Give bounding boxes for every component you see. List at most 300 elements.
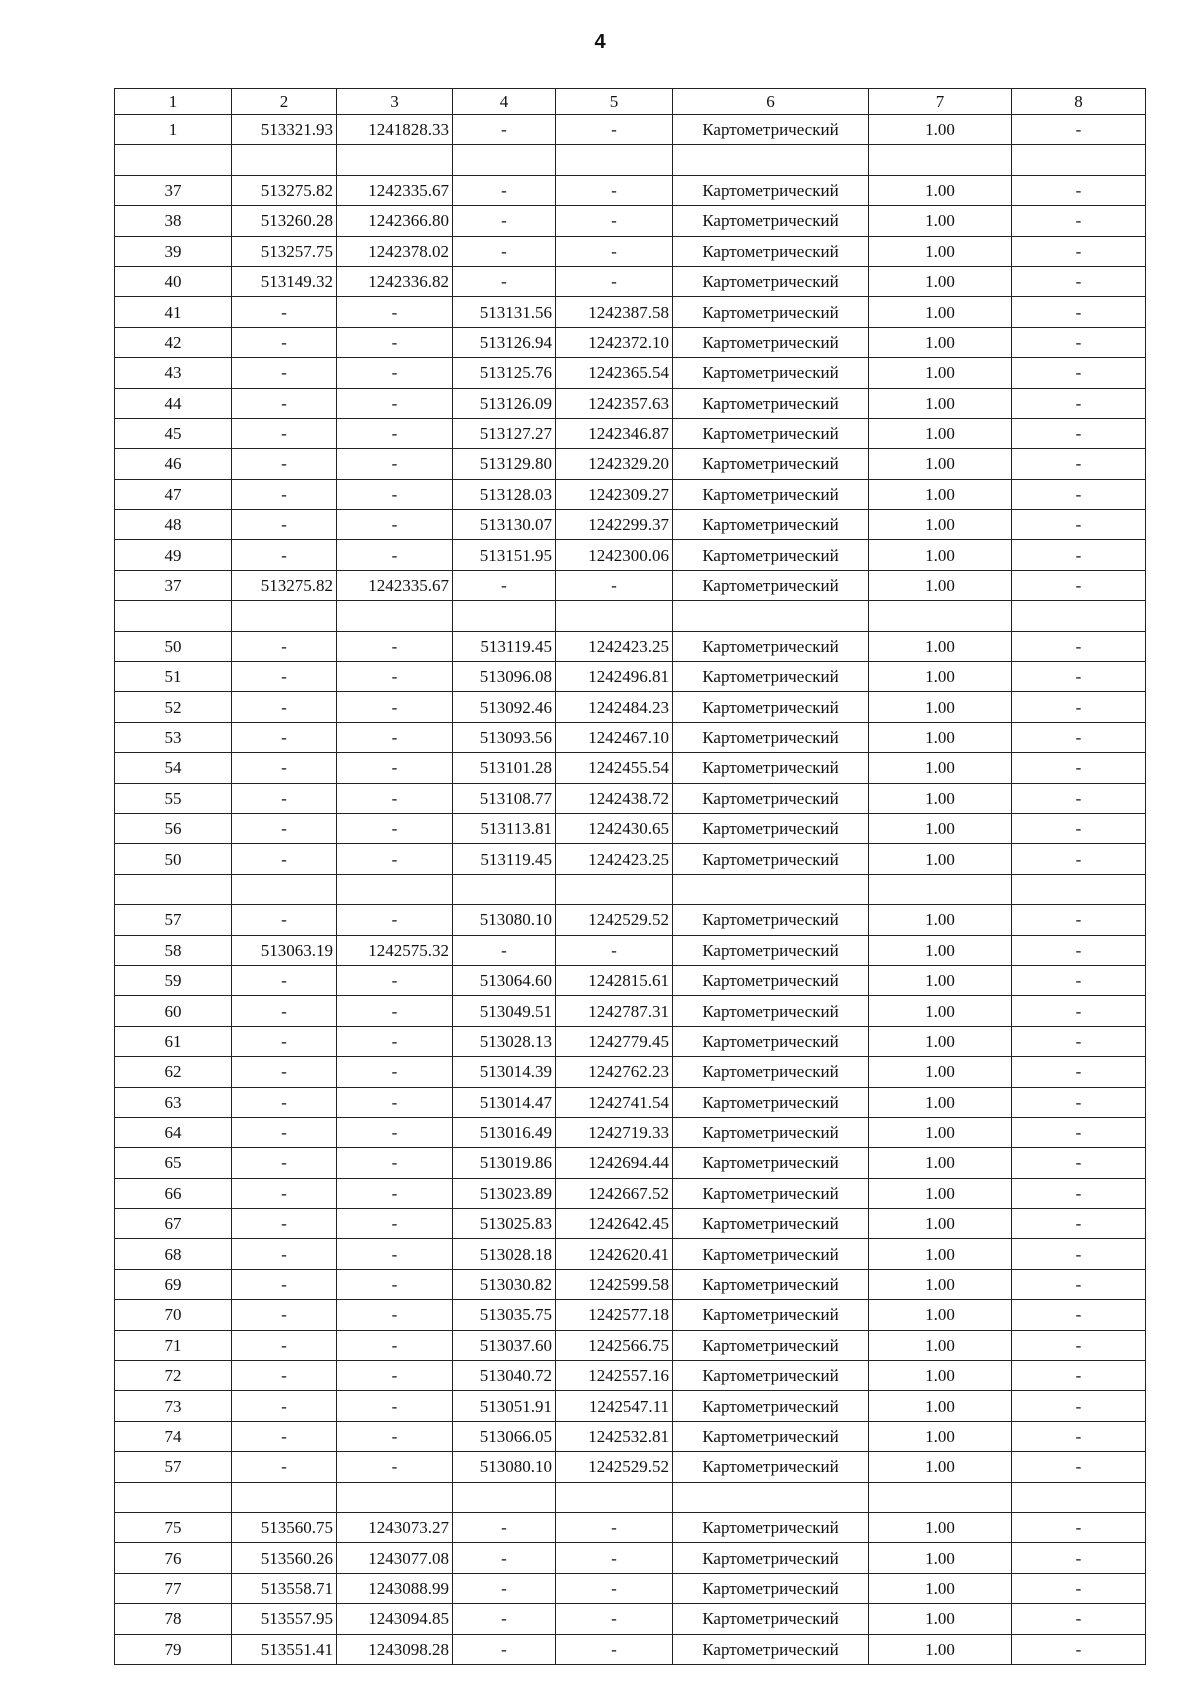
y-coordinate-alt-cell: 1242300.06	[556, 540, 673, 570]
accuracy-cell: 1.00	[869, 1026, 1012, 1056]
y-coordinate-cell	[337, 601, 453, 631]
method-cell: Картометрический	[673, 510, 869, 540]
y-coordinate-cell: -	[337, 783, 453, 813]
method-cell: Картометрический	[673, 358, 869, 388]
table-row	[115, 266, 1146, 296]
accuracy-cell: 1.00	[869, 175, 1012, 205]
accuracy-cell: 1.00	[869, 1148, 1012, 1178]
y-coordinate-cell: -	[337, 1361, 453, 1391]
table-row	[115, 662, 1146, 692]
y-coordinate-alt-cell: 1242741.54	[556, 1087, 673, 1117]
accuracy-cell: 1.00	[869, 388, 1012, 418]
method-cell: Картометрический	[673, 479, 869, 509]
y-coordinate-alt-cell: 1242719.33	[556, 1117, 673, 1147]
x-coordinate-alt-cell: 513113.81	[453, 813, 556, 843]
point-number-cell: 40	[115, 266, 232, 296]
note-cell: -	[1012, 1604, 1146, 1634]
point-number-cell: 46	[115, 449, 232, 479]
method-cell: Картометрический	[673, 1148, 869, 1178]
table-row	[115, 1330, 1146, 1360]
point-number-cell: 77	[115, 1573, 232, 1603]
method-cell: Картометрический	[673, 1026, 869, 1056]
y-coordinate-alt-cell: -	[556, 570, 673, 600]
table-row	[115, 1178, 1146, 1208]
y-coordinate-cell: 1243077.08	[337, 1543, 453, 1573]
x-coordinate-alt-cell: 513129.80	[453, 449, 556, 479]
table-row	[115, 1300, 1146, 1330]
y-coordinate-alt-cell: 1242299.37	[556, 510, 673, 540]
point-number-cell: 50	[115, 631, 232, 661]
x-coordinate-alt-cell: 513030.82	[453, 1269, 556, 1299]
method-cell: Картометрический	[673, 722, 869, 752]
x-coordinate-cell: -	[232, 1269, 337, 1299]
x-coordinate-cell: 513063.19	[232, 935, 337, 965]
y-coordinate-cell: -	[337, 327, 453, 357]
note-cell: -	[1012, 1391, 1146, 1421]
method-cell: Картометрический	[673, 1269, 869, 1299]
point-number-cell: 56	[115, 813, 232, 843]
table-row	[115, 1148, 1146, 1178]
point-number-cell: 57	[115, 1452, 232, 1482]
point-number-cell: 50	[115, 844, 232, 874]
x-coordinate-cell: -	[232, 1239, 337, 1269]
table-row	[115, 1452, 1146, 1482]
point-number-cell: 48	[115, 510, 232, 540]
point-number-cell: 47	[115, 479, 232, 509]
table-row	[115, 965, 1146, 995]
y-coordinate-cell: 1242378.02	[337, 236, 453, 266]
accuracy-cell: 1.00	[869, 570, 1012, 600]
point-number-cell: 65	[115, 1148, 232, 1178]
point-number-cell: 54	[115, 753, 232, 783]
point-number-cell: 73	[115, 1391, 232, 1421]
x-coordinate-alt-cell: 513037.60	[453, 1330, 556, 1360]
accuracy-cell: 1.00	[869, 115, 1012, 145]
point-number-cell: 53	[115, 722, 232, 752]
x-coordinate-alt-cell: 513080.10	[453, 1452, 556, 1482]
x-coordinate-alt-cell: 513035.75	[453, 1300, 556, 1330]
table-row	[115, 1269, 1146, 1299]
x-coordinate-cell: -	[232, 662, 337, 692]
coordinates-table	[114, 88, 1146, 1665]
y-coordinate-alt-cell	[556, 1482, 673, 1512]
accuracy-cell: 1.00	[869, 753, 1012, 783]
method-cell: Картометрический	[673, 905, 869, 935]
x-coordinate-cell: -	[232, 1300, 337, 1330]
point-number-cell: 67	[115, 1209, 232, 1239]
note-cell	[1012, 601, 1146, 631]
note-cell	[1012, 145, 1146, 175]
y-coordinate-cell: -	[337, 905, 453, 935]
table-row	[115, 479, 1146, 509]
note-cell: -	[1012, 1269, 1146, 1299]
table-row	[115, 297, 1146, 327]
table-row	[115, 1209, 1146, 1239]
table-row	[115, 358, 1146, 388]
method-cell: Картометрический	[673, 1057, 869, 1087]
x-coordinate-cell: 513558.71	[232, 1573, 337, 1603]
note-cell: -	[1012, 418, 1146, 448]
accuracy-cell: 1.00	[869, 479, 1012, 509]
x-coordinate-cell: -	[232, 540, 337, 570]
method-cell: Картометрический	[673, 662, 869, 692]
method-cell: Картометрический	[673, 327, 869, 357]
method-cell: Картометрический	[673, 540, 869, 570]
y-coordinate-alt-cell: -	[556, 935, 673, 965]
x-coordinate-alt-cell: -	[453, 1604, 556, 1634]
y-coordinate-cell: -	[337, 540, 453, 570]
y-coordinate-alt-cell: -	[556, 1634, 673, 1664]
note-cell: -	[1012, 297, 1146, 327]
x-coordinate-alt-cell: 513108.77	[453, 783, 556, 813]
y-coordinate-cell: -	[337, 1300, 453, 1330]
method-cell: Картометрический	[673, 115, 869, 145]
y-coordinate-alt-cell: 1242357.63	[556, 388, 673, 418]
y-coordinate-cell: 1242575.32	[337, 935, 453, 965]
table-row	[115, 1634, 1146, 1664]
note-cell: -	[1012, 175, 1146, 205]
x-coordinate-alt-cell: 513051.91	[453, 1391, 556, 1421]
y-coordinate-cell: -	[337, 722, 453, 752]
separator-row	[115, 601, 1146, 631]
table-row	[115, 570, 1146, 600]
x-coordinate-cell: -	[232, 1026, 337, 1056]
x-coordinate-alt-cell: 513101.28	[453, 753, 556, 783]
note-cell: -	[1012, 1300, 1146, 1330]
y-coordinate-cell: -	[337, 1452, 453, 1482]
point-number-cell: 49	[115, 540, 232, 570]
y-coordinate-cell: 1242335.67	[337, 570, 453, 600]
x-coordinate-cell: -	[232, 844, 337, 874]
x-coordinate-alt-cell: 513151.95	[453, 540, 556, 570]
x-coordinate-alt-cell: 513119.45	[453, 631, 556, 661]
x-coordinate-alt-cell: 513131.56	[453, 297, 556, 327]
x-coordinate-alt-cell: 513023.89	[453, 1178, 556, 1208]
point-number-cell: 72	[115, 1361, 232, 1391]
y-coordinate-alt-cell: 1242557.16	[556, 1361, 673, 1391]
x-coordinate-alt-cell: -	[453, 935, 556, 965]
x-coordinate-alt-cell: -	[453, 206, 556, 236]
y-coordinate-cell: -	[337, 813, 453, 843]
accuracy-cell: 1.00	[869, 1543, 1012, 1573]
note-cell: -	[1012, 1361, 1146, 1391]
y-coordinate-cell: -	[337, 1391, 453, 1421]
y-coordinate-cell: -	[337, 753, 453, 783]
note-cell: -	[1012, 935, 1146, 965]
accuracy-cell: 1.00	[869, 1209, 1012, 1239]
note-cell: -	[1012, 722, 1146, 752]
y-coordinate-alt-cell: 1242423.25	[556, 844, 673, 874]
point-number-cell	[115, 1482, 232, 1512]
x-coordinate-cell: -	[232, 813, 337, 843]
x-coordinate-cell: -	[232, 965, 337, 995]
x-coordinate-alt-cell: 513130.07	[453, 510, 556, 540]
note-cell: -	[1012, 783, 1146, 813]
x-coordinate-alt-cell: 513093.56	[453, 722, 556, 752]
x-coordinate-alt-cell: 513049.51	[453, 996, 556, 1026]
y-coordinate-alt-cell	[556, 601, 673, 631]
y-coordinate-alt-cell: -	[556, 266, 673, 296]
table-row	[115, 510, 1146, 540]
method-cell: Картометрический	[673, 783, 869, 813]
accuracy-cell	[869, 601, 1012, 631]
method-cell: Картометрический	[673, 570, 869, 600]
x-coordinate-alt-cell: -	[453, 1543, 556, 1573]
note-cell: -	[1012, 236, 1146, 266]
y-coordinate-cell: -	[337, 297, 453, 327]
x-coordinate-cell: -	[232, 753, 337, 783]
method-cell: Картометрический	[673, 1178, 869, 1208]
y-coordinate-alt-cell: 1242329.20	[556, 449, 673, 479]
point-number-cell: 37	[115, 175, 232, 205]
method-cell: Картометрический	[673, 844, 869, 874]
note-cell: -	[1012, 479, 1146, 509]
table-body	[115, 89, 1146, 1665]
y-coordinate-cell: -	[337, 1421, 453, 1451]
table-row	[115, 753, 1146, 783]
point-number-cell: 43	[115, 358, 232, 388]
note-cell: -	[1012, 965, 1146, 995]
column-header-2: 2	[232, 89, 337, 115]
table-row	[115, 1239, 1146, 1269]
method-cell: Картометрический	[673, 1391, 869, 1421]
method-cell: Картометрический	[673, 1604, 869, 1634]
x-coordinate-cell: 513149.32	[232, 266, 337, 296]
note-cell: -	[1012, 1452, 1146, 1482]
x-coordinate-cell: -	[232, 1087, 337, 1117]
y-coordinate-cell: -	[337, 965, 453, 995]
x-coordinate-alt-cell: 513019.86	[453, 1148, 556, 1178]
table-row	[115, 418, 1146, 448]
point-number-cell: 39	[115, 236, 232, 266]
y-coordinate-alt-cell	[556, 145, 673, 175]
note-cell: -	[1012, 905, 1146, 935]
x-coordinate-cell: 513560.75	[232, 1512, 337, 1542]
accuracy-cell: 1.00	[869, 965, 1012, 995]
y-coordinate-alt-cell: -	[556, 1604, 673, 1634]
table-row	[115, 1512, 1146, 1542]
note-cell: -	[1012, 206, 1146, 236]
x-coordinate-alt-cell: 513016.49	[453, 1117, 556, 1147]
x-coordinate-cell: -	[232, 418, 337, 448]
point-number-cell	[115, 874, 232, 904]
accuracy-cell: 1.00	[869, 1452, 1012, 1482]
x-coordinate-cell: -	[232, 1178, 337, 1208]
note-cell: -	[1012, 510, 1146, 540]
column-header-6: 6	[673, 89, 869, 115]
note-cell: -	[1012, 1421, 1146, 1451]
column-header-3: 3	[337, 89, 453, 115]
method-cell: Картометрический	[673, 631, 869, 661]
note-cell: -	[1012, 540, 1146, 570]
y-coordinate-cell: -	[337, 1239, 453, 1269]
accuracy-cell: 1.00	[869, 935, 1012, 965]
y-coordinate-alt-cell: 1242423.25	[556, 631, 673, 661]
x-coordinate-cell: -	[232, 358, 337, 388]
y-coordinate-cell: -	[337, 449, 453, 479]
point-number-cell: 69	[115, 1269, 232, 1299]
accuracy-cell: 1.00	[869, 813, 1012, 843]
accuracy-cell: 1.00	[869, 1391, 1012, 1421]
x-coordinate-cell: -	[232, 1148, 337, 1178]
point-number-cell: 52	[115, 692, 232, 722]
accuracy-cell: 1.00	[869, 358, 1012, 388]
method-cell: Картометрический	[673, 297, 869, 327]
table-row	[115, 449, 1146, 479]
point-number-cell: 79	[115, 1634, 232, 1664]
y-coordinate-alt-cell: 1242387.58	[556, 297, 673, 327]
table-row	[115, 813, 1146, 843]
accuracy-cell: 1.00	[869, 1087, 1012, 1117]
y-coordinate-cell: -	[337, 388, 453, 418]
x-coordinate-cell: 513275.82	[232, 175, 337, 205]
y-coordinate-alt-cell: 1242762.23	[556, 1057, 673, 1087]
y-coordinate-cell: 1242335.67	[337, 175, 453, 205]
accuracy-cell: 1.00	[869, 510, 1012, 540]
y-coordinate-alt-cell: 1242346.87	[556, 418, 673, 448]
y-coordinate-alt-cell	[556, 874, 673, 904]
method-cell: Картометрический	[673, 1421, 869, 1451]
separator-row	[115, 874, 1146, 904]
y-coordinate-alt-cell: 1242484.23	[556, 692, 673, 722]
table-row	[115, 1117, 1146, 1147]
table-row	[115, 905, 1146, 935]
x-coordinate-alt-cell: 513096.08	[453, 662, 556, 692]
point-number-cell: 51	[115, 662, 232, 692]
y-coordinate-cell: -	[337, 418, 453, 448]
point-number-cell: 74	[115, 1421, 232, 1451]
table-row	[115, 175, 1146, 205]
y-coordinate-alt-cell: 1242438.72	[556, 783, 673, 813]
point-number-cell: 1	[115, 115, 232, 145]
x-coordinate-cell	[232, 145, 337, 175]
y-coordinate-cell: 1243098.28	[337, 1634, 453, 1664]
y-coordinate-alt-cell: 1242372.10	[556, 327, 673, 357]
table-row	[115, 631, 1146, 661]
y-coordinate-alt-cell: 1242529.52	[556, 905, 673, 935]
y-coordinate-cell: -	[337, 358, 453, 388]
point-number-cell: 61	[115, 1026, 232, 1056]
x-coordinate-cell: -	[232, 510, 337, 540]
method-cell: Картометрический	[673, 692, 869, 722]
x-coordinate-cell: -	[232, 783, 337, 813]
y-coordinate-alt-cell: 1242642.45	[556, 1209, 673, 1239]
method-cell: Картометрический	[673, 418, 869, 448]
accuracy-cell: 1.00	[869, 327, 1012, 357]
x-coordinate-alt-cell: 513040.72	[453, 1361, 556, 1391]
x-coordinate-alt-cell	[453, 145, 556, 175]
method-cell	[673, 601, 869, 631]
accuracy-cell: 1.00	[869, 1604, 1012, 1634]
method-cell: Картометрический	[673, 965, 869, 995]
y-coordinate-cell: -	[337, 631, 453, 661]
x-coordinate-cell	[232, 874, 337, 904]
note-cell: -	[1012, 449, 1146, 479]
point-number-cell: 66	[115, 1178, 232, 1208]
x-coordinate-cell: 513257.75	[232, 236, 337, 266]
method-cell: Картометрический	[673, 1239, 869, 1269]
accuracy-cell: 1.00	[869, 783, 1012, 813]
x-coordinate-cell: -	[232, 1057, 337, 1087]
table-row	[115, 1573, 1146, 1603]
x-coordinate-alt-cell: -	[453, 570, 556, 600]
y-coordinate-cell	[337, 145, 453, 175]
accuracy-cell: 1.00	[869, 236, 1012, 266]
accuracy-cell: 1.00	[869, 266, 1012, 296]
x-coordinate-cell: 513557.95	[232, 1604, 337, 1634]
table-row	[115, 115, 1146, 145]
note-cell: -	[1012, 115, 1146, 145]
accuracy-cell: 1.00	[869, 1300, 1012, 1330]
method-cell: Картометрический	[673, 935, 869, 965]
accuracy-cell: 1.00	[869, 662, 1012, 692]
x-coordinate-cell: 513551.41	[232, 1634, 337, 1664]
y-coordinate-alt-cell: -	[556, 206, 673, 236]
accuracy-cell: 1.00	[869, 905, 1012, 935]
method-cell: Картометрический	[673, 206, 869, 236]
method-cell: Картометрический	[673, 996, 869, 1026]
table-row	[115, 206, 1146, 236]
x-coordinate-cell: 513275.82	[232, 570, 337, 600]
accuracy-cell: 1.00	[869, 1573, 1012, 1603]
x-coordinate-alt-cell: 513066.05	[453, 1421, 556, 1451]
table-row	[115, 935, 1146, 965]
y-coordinate-alt-cell: 1242620.41	[556, 1239, 673, 1269]
y-coordinate-alt-cell: -	[556, 115, 673, 145]
x-coordinate-alt-cell: 513028.13	[453, 1026, 556, 1056]
y-coordinate-cell: -	[337, 1330, 453, 1360]
note-cell: -	[1012, 1330, 1146, 1360]
note-cell: -	[1012, 327, 1146, 357]
y-coordinate-alt-cell: 1242566.75	[556, 1330, 673, 1360]
separator-row	[115, 1482, 1146, 1512]
x-coordinate-alt-cell	[453, 1482, 556, 1512]
y-coordinate-alt-cell: 1242779.45	[556, 1026, 673, 1056]
point-number-cell: 62	[115, 1057, 232, 1087]
x-coordinate-cell: 513560.26	[232, 1543, 337, 1573]
y-coordinate-alt-cell: 1242577.18	[556, 1300, 673, 1330]
table-row	[115, 327, 1146, 357]
point-number-cell: 38	[115, 206, 232, 236]
column-header-1: 1	[115, 89, 232, 115]
table-row	[115, 1026, 1146, 1056]
y-coordinate-alt-cell: -	[556, 1512, 673, 1542]
y-coordinate-cell: -	[337, 1269, 453, 1299]
accuracy-cell	[869, 145, 1012, 175]
y-coordinate-cell: -	[337, 1087, 453, 1117]
note-cell: -	[1012, 1209, 1146, 1239]
x-coordinate-cell: -	[232, 1391, 337, 1421]
method-cell	[673, 874, 869, 904]
note-cell: -	[1012, 631, 1146, 661]
method-cell: Картометрический	[673, 236, 869, 266]
column-header-7: 7	[869, 89, 1012, 115]
y-coordinate-alt-cell: -	[556, 1543, 673, 1573]
y-coordinate-alt-cell: -	[556, 236, 673, 266]
point-number-cell: 68	[115, 1239, 232, 1269]
x-coordinate-cell: -	[232, 479, 337, 509]
y-coordinate-alt-cell: 1242309.27	[556, 479, 673, 509]
point-number-cell: 42	[115, 327, 232, 357]
note-cell: -	[1012, 1543, 1146, 1573]
point-number-cell: 57	[115, 905, 232, 935]
note-cell: -	[1012, 1178, 1146, 1208]
table-row	[115, 844, 1146, 874]
y-coordinate-cell: -	[337, 1178, 453, 1208]
accuracy-cell: 1.00	[869, 1421, 1012, 1451]
y-coordinate-alt-cell: 1242599.58	[556, 1269, 673, 1299]
table-row	[115, 1421, 1146, 1451]
